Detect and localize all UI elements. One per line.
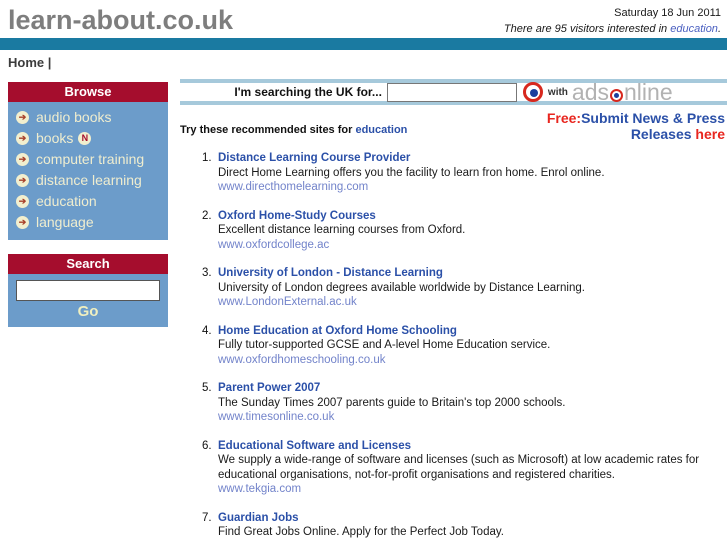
listing-body — [218, 209, 465, 253]
sidebar — [8, 82, 168, 327]
listing-body — [218, 381, 565, 425]
bullseye-o-icon — [610, 89, 623, 102]
listing-description: Find Great Jobs Online. Apply for the Perfect Job Today. — [218, 526, 504, 538]
listing-title-link[interactable]: Guardian Jobs — [218, 511, 299, 524]
breadcrumb — [8, 55, 51, 70]
listing-description: Fully tutor-supported GCSE and A-level Home Education service. — [218, 339, 551, 351]
listing-url-link[interactable]: www.directhomelearning.com — [218, 181, 369, 193]
listing-title-link[interactable]: Oxford Home-Study Courses — [218, 209, 376, 222]
listing-number: 5. — [202, 382, 212, 394]
listing-url-link[interactable]: www.timesonline.co.uk — [218, 411, 335, 423]
breadcrumb-separator: | — [47, 55, 52, 70]
listing-description: The Sunday Times 2007 parents guide to Britain's top 2000 schools. — [218, 396, 566, 409]
sidebar-item-education[interactable] — [8, 191, 168, 212]
listings — [180, 151, 727, 540]
adsonline-logo[interactable] — [572, 79, 673, 106]
visitors-education-link[interactable]: education — [670, 23, 718, 35]
submit-news-link[interactable] — [547, 110, 727, 142]
listing-item-2 — [202, 209, 727, 253]
sidebar-item-books[interactable] — [8, 128, 168, 149]
go-button[interactable]: Go — [77, 303, 99, 320]
with-label: with — [547, 86, 568, 98]
listing-body — [218, 151, 605, 195]
browse-box — [8, 82, 168, 240]
uk-search-input[interactable] — [387, 83, 517, 102]
new-badge: N — [78, 132, 91, 145]
listing-title-link[interactable]: Home Education at Oxford Home Schooling — [218, 324, 457, 337]
listing-body — [218, 439, 723, 497]
arrow-icon: ➔ — [16, 216, 29, 229]
sidebar-item-label: distance learning — [36, 172, 142, 188]
listing-item-3 — [202, 266, 727, 310]
listing-url-link[interactable]: www.tekgia.com — [218, 483, 302, 495]
search-body — [8, 274, 168, 327]
listing-number: 4. — [202, 324, 212, 337]
searchbar-label: I'm searching the UK for... — [234, 85, 382, 99]
bullseye-submit-icon[interactable] — [523, 82, 543, 102]
listing-title-link[interactable]: Parent Power 2007 — [218, 382, 321, 394]
listing-item-7 — [202, 511, 727, 540]
listing-number: 3. — [202, 267, 212, 279]
home-link[interactable]: Home — [8, 55, 45, 70]
promo-line2-blue: Releases — [630, 126, 696, 142]
main-content — [180, 79, 727, 545]
recommended-education-link[interactable]: education — [355, 124, 408, 136]
recommended-prefix: Try these recommended sites for — [180, 124, 356, 136]
listing-url-link[interactable]: www.oxfordhomeschooling.co.uk — [218, 353, 386, 366]
adsonline-logo-prefix: ads — [571, 78, 610, 105]
sidebar-item-label: audio books — [36, 109, 112, 125]
listing-number: 2. — [202, 209, 212, 222]
arrow-icon: ➔ — [16, 174, 29, 187]
listing-title-link[interactable]: Distance Learning Course Provider — [218, 152, 411, 164]
sidebar-item-computer-training[interactable] — [8, 149, 168, 170]
listing-url-link[interactable]: www.oxfordcollege.ac — [218, 238, 330, 251]
visitor-count-text — [504, 23, 721, 35]
listing-title-link[interactable]: University of London - Distance Learning — [218, 267, 443, 279]
listing-description: University of London degrees available worldwide by Distance Learning. — [218, 281, 585, 294]
arrow-icon: ➔ — [16, 195, 29, 208]
visitors-suffix: . — [717, 23, 721, 35]
arrow-icon: ➔ — [16, 111, 29, 124]
header-divider-bar — [0, 38, 727, 50]
sidebar-item-label: education — [36, 193, 97, 209]
adsonline-logo-suffix: nline — [624, 78, 673, 105]
visitors-prefix: There are 95 visitors interested in — [503, 23, 671, 35]
sidebar-item-label: language — [36, 214, 94, 230]
listing-body — [218, 324, 550, 368]
site-title: learn-about.co.uk — [8, 5, 234, 35]
listing-number: 7. — [202, 511, 212, 524]
listing-item-6 — [202, 439, 727, 497]
browse-list — [8, 102, 168, 240]
browse-header: Browse — [8, 82, 168, 102]
sidebar-search-input[interactable] — [16, 280, 160, 301]
promo-line-2 — [547, 126, 725, 142]
listing-body — [218, 266, 585, 310]
sidebar-item-label: books — [36, 130, 74, 146]
arrow-icon: ➔ — [16, 153, 29, 166]
promo-line-1 — [547, 110, 725, 126]
uk-search-bar — [180, 79, 727, 105]
sidebar-item-language[interactable] — [8, 212, 168, 233]
search-box — [8, 254, 168, 327]
sidebar-item-audio-books[interactable] — [8, 107, 168, 128]
search-header: Search — [8, 254, 168, 274]
sidebar-item-distance-learning[interactable] — [8, 170, 168, 191]
promo-line1-blue: Submit News & Press — [581, 110, 725, 126]
listing-title-link[interactable]: Educational Software and Licenses — [218, 439, 411, 452]
listing-description: We supply a wide-range of software and licenses (such as Microsoft) at low academic rates for educational organisations, not-for-profit organisations and registered charities. — [218, 454, 700, 481]
listing-description: Excellent distance learning courses from Oxford. — [218, 224, 466, 236]
sidebar-item-label: computer training — [36, 151, 145, 167]
listing-number: 6. — [202, 439, 212, 452]
listing-url-link[interactable]: www.LondonExternal.ac.uk — [218, 296, 357, 308]
date-text: Saturday 18 Jun 2011 — [614, 7, 721, 19]
recommended-sites-text — [180, 124, 407, 142]
arrow-icon: ➔ — [16, 132, 29, 145]
listing-description: Direct Home Learning offers you the facility to learn fron home. Enrol online. — [218, 166, 605, 179]
promo-here-label: here — [695, 126, 725, 142]
listing-body — [218, 511, 504, 540]
promo-free-label: Free: — [546, 110, 582, 126]
header-right — [504, 7, 721, 35]
listing-number: 1. — [202, 152, 212, 164]
below-strip-row — [180, 110, 727, 142]
listing-item-1 — [202, 151, 727, 195]
listing-item-4 — [202, 324, 727, 368]
listing-item-5 — [202, 381, 727, 425]
